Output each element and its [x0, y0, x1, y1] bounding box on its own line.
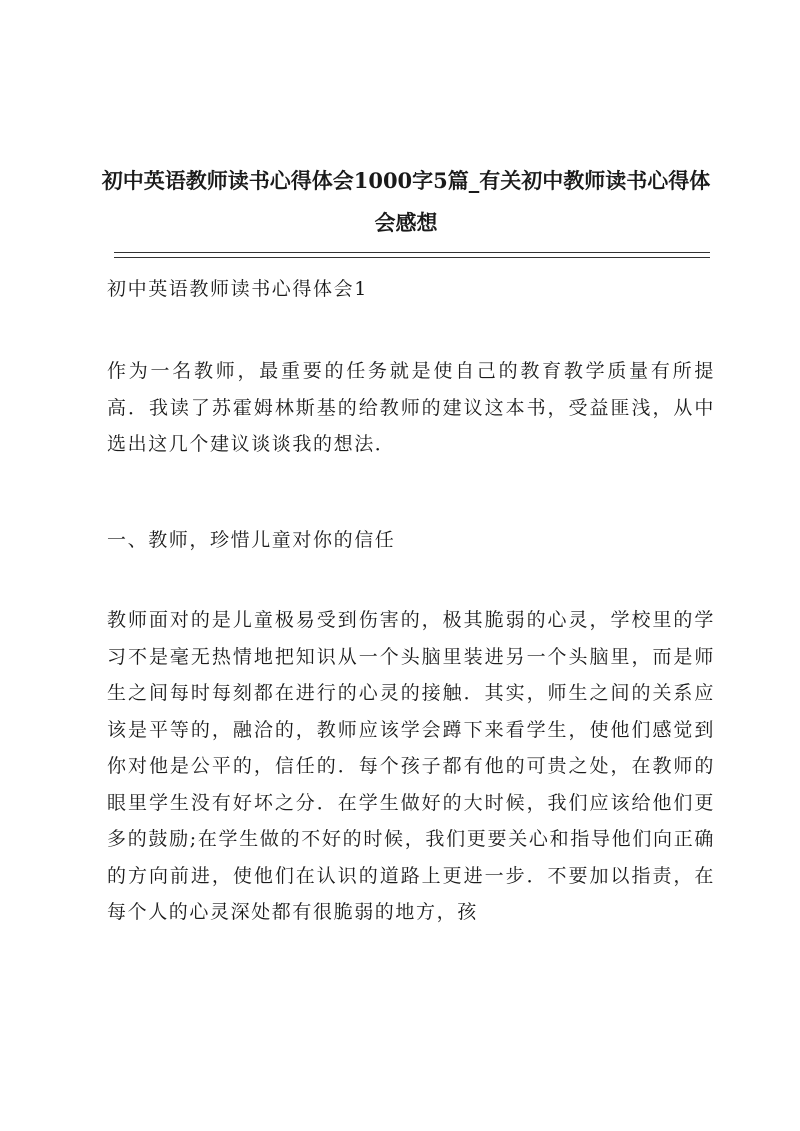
document-title: 初中英语教师读书心得体会1000字5篇_有关初中教师读书心得体会感想: [101, 168, 711, 235]
title-double-rule: [114, 252, 710, 258]
paragraph-intro: 作为一名教师，最重要的任务就是使自己的教育教学质量有所提高．我读了苏霍姆林斯基的给教师的建议这本书，受益匪浅，从中选出这几个建议谈谈我的想法．: [107, 360, 715, 455]
article-subheading: 初中英语教师读书心得体会1: [107, 278, 368, 300]
section-heading-trust: 一、教师，珍惜儿童对你的信任: [107, 529, 396, 551]
paragraph-trust: 教师面对的是儿童极易受到伤害的，极其脆弱的心灵，学校里的学习不是毫无热情地把知识从一个头脑里装进另一个头脑里，而是师生之间每时每刻都在进行的心灵的接触．其实，师生之间的关系应该是平等的，融洽的，教师应该学会蹲下来看学生，使他们感觉到你对他是公平的，信任的．每个孩子都有他的可贵之处，在教师的眼里学生没有好坏之分．在学生做好的大时候，我们应该给他们更多的鼓励;在学生做的不好的时候，我们更要关心和指导他们向正确的方向前进，使他们在认识的道路上更进一步．不要加以指责，在每个人的心灵深处都有很脆弱的地方，孩: [107, 609, 715, 923]
